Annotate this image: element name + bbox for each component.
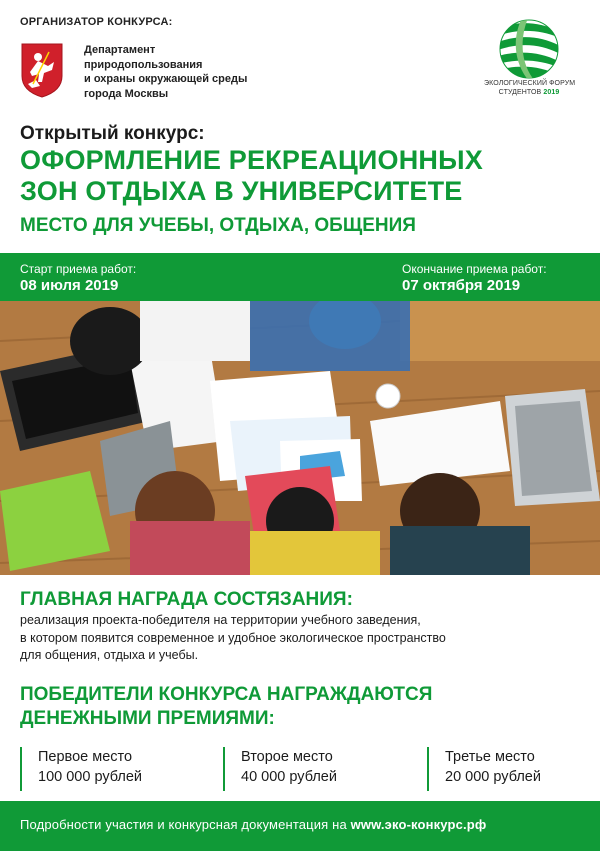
contest-title bbox=[20, 145, 483, 207]
students-at-table-illustration bbox=[0, 301, 600, 575]
prize-line: для общения, отдыха и учебы. bbox=[20, 648, 199, 662]
place-second bbox=[223, 747, 337, 791]
start-date-block bbox=[20, 262, 136, 295]
main-prize-description bbox=[20, 612, 585, 665]
prize-line: в котором появится современное и удобное экологическое пространство bbox=[20, 630, 446, 645]
title-line: ЗОН ОТДЫХА В УНИВЕРСИТЕТЕ bbox=[20, 176, 463, 206]
organizer-label: ОРГАНИЗАТОР КОНКУРСА: bbox=[20, 16, 173, 28]
eco-forum-logo bbox=[484, 18, 574, 110]
place-name: Второе место bbox=[241, 749, 333, 765]
start-date-label: Старт приема работ: bbox=[20, 262, 137, 276]
contest-subtitle: Открытый конкурс: bbox=[20, 123, 205, 144]
department-line: природопользования bbox=[84, 58, 203, 71]
department-line: города Москвы bbox=[84, 87, 169, 100]
title-line: ОФОРМЛЕНИЕ РЕКРЕАЦИОННЫХ bbox=[20, 145, 483, 175]
forum-name: ЭКОЛОГИЧЕСКИЙ ФОРУМ bbox=[484, 80, 576, 87]
winners-title bbox=[20, 683, 432, 731]
poster-header bbox=[0, 0, 600, 120]
website-link[interactable]: www.эко-конкурс.рф bbox=[350, 817, 487, 832]
winners-title-line: ПОБЕДИТЕЛИ КОНКУРСА НАГРАЖДАЮТСЯ bbox=[20, 684, 433, 705]
department-line: и охраны окружающей среды bbox=[84, 73, 248, 85]
end-date-block bbox=[402, 262, 547, 295]
end-date-value: 07 октября 2019 bbox=[402, 277, 521, 294]
main-prize-section bbox=[20, 589, 585, 665]
moscow-coat-of-arms-icon bbox=[20, 42, 64, 98]
place-name: Первое место bbox=[38, 749, 133, 765]
footer-bar bbox=[0, 801, 600, 851]
start-date-value: 08 июля 2019 bbox=[20, 277, 119, 294]
place-amount: 100 000 рублей bbox=[38, 769, 143, 785]
prize-places bbox=[20, 747, 580, 791]
forum-students: СТУДЕНТОВ bbox=[498, 88, 542, 96]
end-date-label: Окончание приема работ: bbox=[402, 262, 547, 276]
forum-year: 2019 bbox=[543, 88, 560, 96]
forum-name-line2 bbox=[484, 89, 574, 98]
place-third bbox=[427, 747, 541, 791]
footer-text bbox=[20, 817, 486, 832]
winners-title-line: ДЕНЕЖНЫМИ ПРЕМИЯМИ: bbox=[20, 708, 275, 729]
contest-tagline: МЕСТО ДЛЯ УЧЕБЫ, ОТДЫХА, ОБЩЕНИЯ bbox=[20, 215, 416, 236]
organizer-department bbox=[84, 43, 254, 101]
footer-description: Подробности участия и конкурсная документация на bbox=[20, 817, 351, 832]
students-photo bbox=[0, 301, 600, 575]
place-amount: 20 000 рублей bbox=[445, 769, 541, 785]
department-line: Департамент bbox=[84, 44, 156, 56]
place-name: Третье место bbox=[445, 749, 535, 765]
dates-bar bbox=[0, 253, 600, 301]
globe-icon bbox=[498, 18, 560, 80]
prize-line: реализация проекта-победителя на территории учебного заведения, bbox=[20, 613, 421, 627]
place-amount: 40 000 рублей bbox=[241, 769, 337, 785]
place-first bbox=[20, 747, 142, 791]
main-prize-title: ГЛАВНАЯ НАГРАДА СОСТЯЗАНИЯ: bbox=[20, 589, 353, 610]
